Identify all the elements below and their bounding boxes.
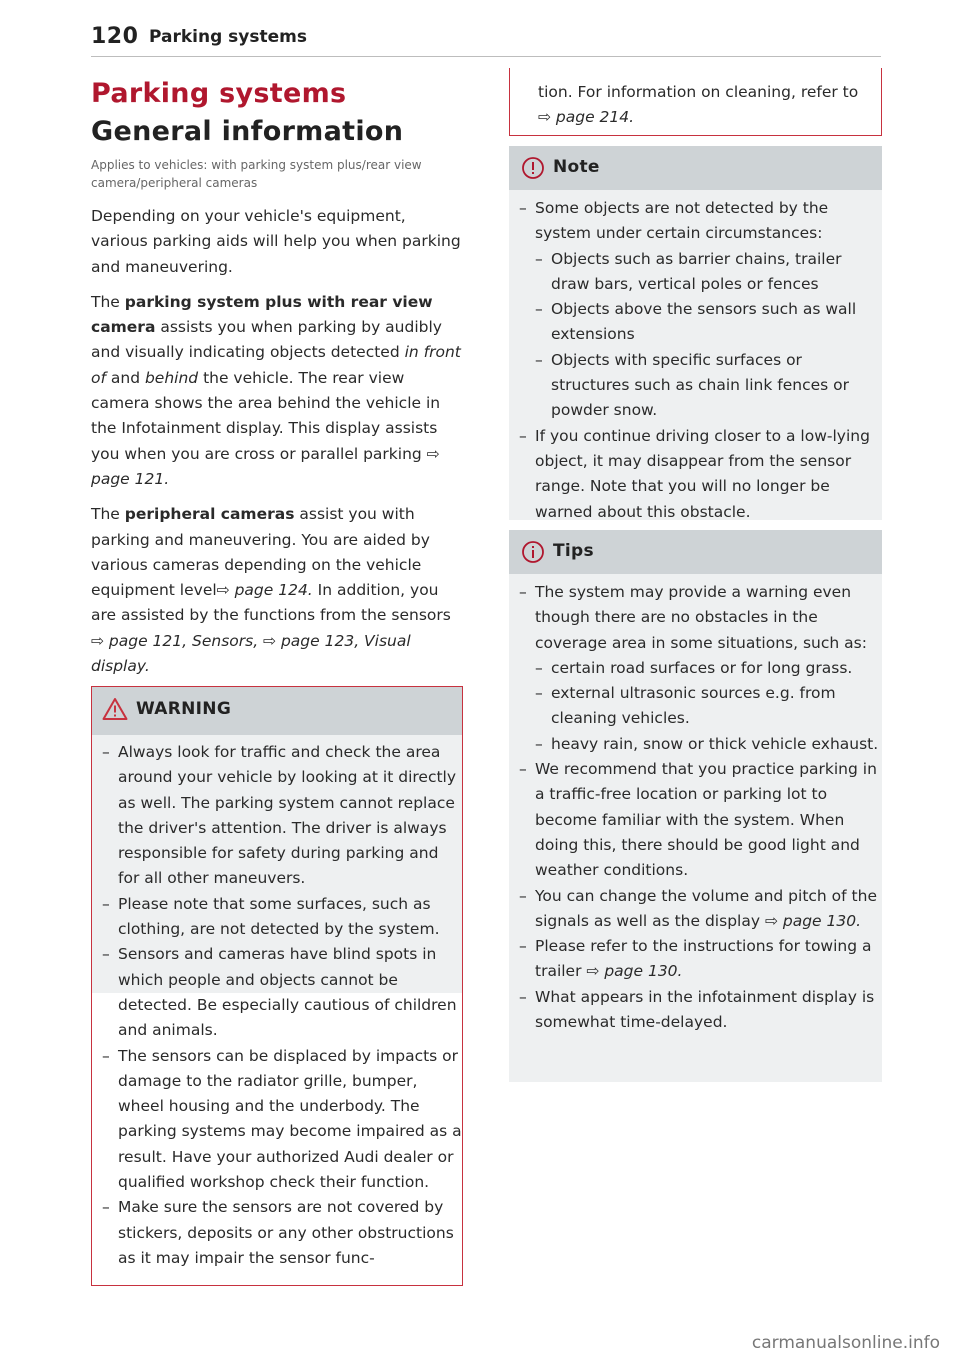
exclamation-circle-icon [521,156,545,180]
page-number: 120 [91,24,139,49]
tips-header [509,530,882,574]
note-label: Note [553,157,600,177]
tips-sub-item: – external ultrasonic sources e.g. from cleaning vehicles. [535,681,882,732]
peripheral-cameras-term: peripheral cameras [124,505,295,524]
note-item: – If you continue driving closer to a low-lying object, it may disappear from the sensor range. Note that you will no longer be warned about this obstacle. [509,424,882,525]
tips-item: – We recommend that you practice parking in a traffic-free location or parking lot to become familiar with the system. When doing this, there should be good light and weather conditions. [509,757,882,883]
tips-item: – Please refer to the instructions for towing a trailer ⇨ page 130. [509,934,882,985]
tips-sub-list [535,656,882,757]
warning-box [91,686,463,1286]
warning-continuation-box [509,68,882,136]
intro-paragraph: Depending on your vehicle's equipment, various parking aids will help you when parking and maneuvering. [91,207,461,276]
left-column [91,76,463,679]
chapter-title: Parking systems [91,78,347,109]
tips-content [509,574,882,1043]
tips-label: Tips [553,541,594,561]
warning-header [92,687,462,735]
tips-item: – The system may provide a warning even though there are no obstacles in the coverage area in some situations, such as: – certain road surfaces or for long grass. – external ultrasonic sources e.g. from cleaning vehicles. – heavy rain, snow or thick vehicle exhaust. [509,580,882,757]
tips-box [509,530,882,1082]
note-list [509,196,882,525]
note-item: – Some objects are not detected by the system under certain circumstances: – Objects such as barrier chains, trailer draw bars, vertical poles or fences – Objects above the sensors such as wall extensions – Objects with specific surfaces or structures such as chain link fences or powder snow. [509,196,882,424]
warning-item: – Sensors and cameras have blind spots in which people and objects cannot be detected. Be especially cautious of children and animals. [92,942,462,1043]
warning-item: – Please note that some surfaces, such as clothing, are not detected by the system. [92,892,462,943]
note-sub-list [535,247,882,424]
note-sub-item: – Objects above the sensors such as wall extensions [535,297,882,348]
warning-triangle-icon [102,697,128,721]
page-reference-link[interactable]: ⇨ page 121. [91,444,440,488]
peripheral-cameras-paragraph: The peripheral cameras assist you with parking and maneuvering. You are aided by various cameras depending on the vehicle equipment level⇨ page 124. In addition, you are assisted by the functions from the sensors ⇨ page 121, Sensors, ⇨ page 123, Visual display. [91,505,451,676]
tips-sub-item: – heavy rain, snow or thick vehicle exhaust. [535,732,882,757]
warning-label: WARNING [136,699,232,719]
page-reference-link[interactable]: ⇨ page 130. [586,962,683,981]
warning-item: – Make sure the sensors are not covered by stickers, deposits or any other obstructions as it may impair the sensor func- [92,1195,462,1271]
page-reference-link[interactable]: ⇨ page 121, Sensors, ⇨ page 123, Visual display. [91,631,411,676]
section-title: General information [91,116,404,147]
parking-system-term: parking system plus with rear view camera [91,292,433,337]
tips-item: – You can change the volume and pitch of the signals as well as the display ⇨ page 130. [509,884,882,935]
note-sub-item: – Objects such as barrier chains, trailer draw bars, vertical poles or fences [535,247,882,298]
applies-to-note: Applies to vehicles: with parking system plus/rear view camera/peripheral cameras [91,158,422,190]
page-reference-link[interactable]: ⇨ page 124. [216,581,313,600]
page-reference-link[interactable]: ⇨ page 130. [764,911,862,930]
info-circle-icon [521,540,545,564]
running-section-title: Parking systems [149,27,307,47]
note-content [509,190,882,533]
tips-item: – What appears in the infotainment display is somewhat time-delayed. [509,985,882,1036]
warning-list [92,735,462,1271]
note-header [509,146,882,190]
warning-item: – The sensors can be displaced by impacts or damage to the radiator grille, bumper, wheel housing and the underbody. The parking systems may become impaired as a result. Have your authorized Audi dealer or qualified workshop check their function. [92,1044,462,1196]
page-header [91,22,881,57]
note-box [509,146,882,520]
watermark-footer: carmanualsonline.info [751,1333,940,1353]
page-reference-link[interactable]: ⇨ page 214. [538,108,635,127]
tips-list [509,580,882,1035]
note-sub-item: – Objects with specific surfaces or structures such as chain link fences or powder snow. [535,348,882,424]
rear-camera-paragraph: The parking system plus with rear view camera assists you when parking by audibly and visually indicating objects detected in front of and behind the vehicle. The rear view camera shows the area behind the vehicle in the Infotainment display. This display assists you when you are cross or parallel parking ⇨ page 121. [91,292,461,488]
warning-item: – Always look for traffic and check the area around your vehicle by looking at it directly as well. The parking system cannot replace the driver's attention. The driver is always responsible for safety during parking and for all other maneuvers. [92,740,462,892]
tips-sub-item: – certain road surfaces or for long grass. [535,656,882,681]
warning-list-wrapper [92,735,462,1271]
warning-continuation-text: tion. For information on cleaning, refer to ⇨ page 214. [538,83,859,127]
